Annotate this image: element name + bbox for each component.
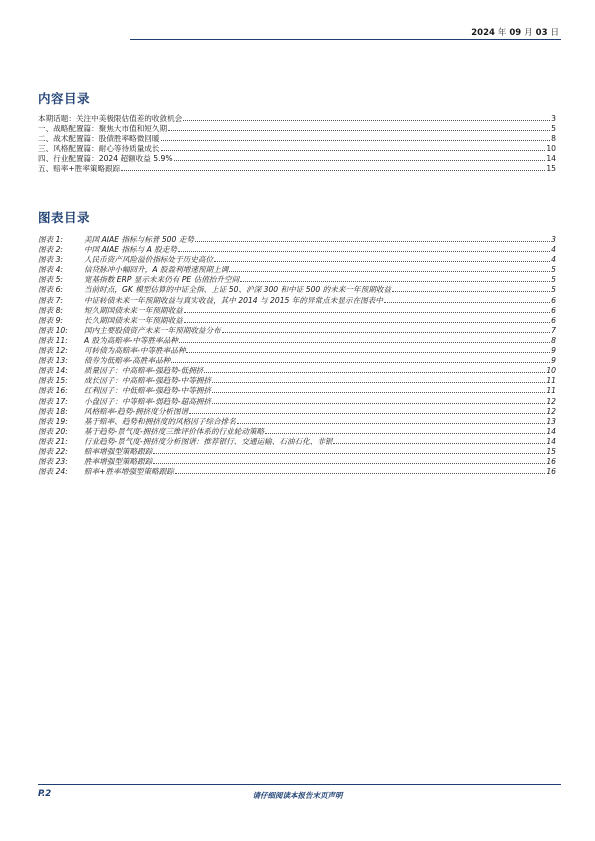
figure-item-text bbox=[38, 457, 152, 467]
leader-dots bbox=[204, 365, 545, 373]
figure-item-number: 图表 1: bbox=[38, 235, 63, 244]
figure-item-number: 图表 16: bbox=[38, 386, 68, 396]
figure-item-text bbox=[38, 386, 211, 396]
figure-item[interactable] bbox=[38, 426, 556, 436]
figure-item-label: 基于趋势-景气度-拥挤度三维评价体系的行业轮动策略 bbox=[84, 426, 265, 436]
figure-item[interactable] bbox=[38, 456, 556, 466]
leader-dots bbox=[237, 416, 545, 424]
figure-item[interactable] bbox=[38, 295, 556, 305]
figure-item[interactable] bbox=[38, 284, 556, 294]
figure-item-page: 9 bbox=[551, 356, 556, 366]
figure-item-label: 短久期国债未来一年预期收益 bbox=[84, 305, 183, 315]
figure-item-text bbox=[38, 467, 174, 477]
figure-item[interactable] bbox=[38, 234, 556, 244]
contents-item[interactable] bbox=[38, 143, 556, 153]
figure-item-number: 图表 2: bbox=[38, 245, 63, 255]
date-year: 2024 bbox=[471, 28, 495, 38]
figure-item[interactable] bbox=[38, 315, 556, 325]
figure-item-page: 14 bbox=[546, 436, 556, 446]
page-number: P.2 bbox=[38, 789, 52, 799]
leader-dots bbox=[186, 345, 550, 353]
figure-item-text bbox=[38, 265, 228, 275]
figure-item-page: 14 bbox=[546, 426, 556, 436]
figure-item[interactable] bbox=[38, 254, 556, 264]
figure-item-text bbox=[38, 366, 203, 376]
header-divider bbox=[130, 39, 561, 40]
figure-item-page: 5 bbox=[551, 285, 556, 295]
figure-item-number: 图表 22: bbox=[38, 446, 68, 456]
contents-item-label: 二、战术配置篇：股债胜率略微回暖 bbox=[38, 134, 160, 144]
leader-dots bbox=[229, 264, 550, 272]
figure-item[interactable] bbox=[38, 244, 556, 254]
figure-item-number: 图表 17: bbox=[38, 396, 68, 406]
figure-item-number: 图表 4: bbox=[38, 265, 63, 275]
figure-item[interactable] bbox=[38, 345, 556, 355]
figure-item-number: 图表 7: bbox=[38, 295, 63, 305]
figure-item[interactable] bbox=[38, 355, 556, 365]
contents-item-label: 本期话题：关注中美极限估值差的收敛机会 bbox=[38, 114, 183, 123]
leader-dots bbox=[178, 244, 550, 252]
figure-item-label: 人民币资产风险溢价指标处于历史高位 bbox=[84, 255, 214, 265]
figure-item-number: 图表 5: bbox=[38, 275, 63, 285]
figure-item-text bbox=[38, 407, 188, 417]
figure-item-number: 图表 3: bbox=[38, 255, 63, 265]
figure-item-page: 5 bbox=[551, 275, 556, 285]
leader-dots bbox=[184, 305, 550, 313]
figure-item-label: 长久期国债未来一年预期收益 bbox=[84, 315, 183, 325]
contents-title: 内容目录 bbox=[38, 91, 91, 106]
leader-dots bbox=[333, 436, 545, 444]
figure-item-text bbox=[38, 235, 194, 245]
figure-item-page: 8 bbox=[551, 335, 556, 345]
figure-item-label: 行业趋势-景气度-拥挤度分析图谱：推荐银行、交通运输、石油石化、非银 bbox=[84, 436, 333, 446]
date-month-unit: 月 bbox=[524, 28, 533, 38]
leader-dots bbox=[161, 143, 546, 151]
contents-item[interactable] bbox=[38, 123, 556, 133]
contents-item-label: 三、风格配置篇：耐心等待质量成长 bbox=[38, 144, 160, 154]
figure-item-number: 图表 24: bbox=[38, 467, 68, 477]
figure-item-page: 11 bbox=[546, 376, 556, 386]
leader-dots bbox=[171, 355, 550, 363]
figure-item-number: 图表 20: bbox=[38, 426, 68, 436]
contents-item-page: 14 bbox=[546, 154, 556, 164]
date-month: 09 bbox=[509, 28, 522, 38]
contents-item-page: 8 bbox=[551, 134, 556, 144]
figure-item-text bbox=[38, 417, 236, 427]
figure-item-number: 图表 21: bbox=[38, 436, 68, 446]
figure-item-page: 4 bbox=[551, 245, 556, 255]
report-date bbox=[471, 26, 559, 38]
figure-item-number: 图表 6: bbox=[38, 285, 63, 295]
date-day-unit: 日 bbox=[550, 28, 559, 38]
figure-item-label: 债券为低赔率-高胜率品种 bbox=[84, 356, 171, 366]
figure-item[interactable] bbox=[38, 446, 556, 456]
leader-dots bbox=[384, 295, 550, 303]
leader-dots bbox=[168, 123, 550, 131]
leader-dots bbox=[214, 254, 550, 262]
figure-item-page: 10 bbox=[546, 366, 556, 376]
leader-dots bbox=[265, 426, 545, 434]
figure-item-label: 赔率+胜率增强型策略跟踪 bbox=[84, 467, 174, 477]
contents-item-label: 四、行业配置篇：2024 超额收益 5.9% bbox=[38, 154, 173, 164]
figure-item[interactable] bbox=[38, 264, 556, 274]
figure-item-number: 图表 10: bbox=[38, 325, 68, 335]
contents-item[interactable] bbox=[38, 163, 556, 173]
figure-item-number: 图表 23: bbox=[38, 457, 68, 467]
figure-item[interactable] bbox=[38, 365, 556, 375]
figure-item-text bbox=[38, 316, 183, 326]
figure-item-page: 6 bbox=[551, 295, 556, 305]
figure-item-text bbox=[38, 447, 152, 457]
leader-dots bbox=[184, 315, 550, 323]
figure-item-page: 16 bbox=[546, 467, 556, 477]
figure-item-text bbox=[38, 346, 185, 356]
leader-dots bbox=[153, 456, 545, 464]
figure-item-label: 红利因子：中低赔率-强趋势-中等拥挤 bbox=[84, 386, 211, 396]
figure-item[interactable] bbox=[38, 396, 556, 406]
contents-list bbox=[38, 113, 556, 174]
figure-item[interactable] bbox=[38, 416, 556, 426]
figure-item-page: 5 bbox=[551, 265, 556, 275]
figure-item-label: 质量因子：中高赔率-强趋势-低拥挤 bbox=[84, 366, 204, 376]
date-year-unit: 年 bbox=[497, 28, 507, 38]
leader-dots bbox=[212, 385, 545, 393]
leader-dots bbox=[222, 325, 550, 333]
figure-item-page: 6 bbox=[551, 315, 556, 325]
figure-item[interactable] bbox=[38, 325, 556, 335]
figure-item-label: 中证转债未来一年预期收益与真实收益，其中 2014 与 2015 年的异常点未显示在图表中 bbox=[84, 295, 383, 305]
figure-item-label: 赔率增强型策略跟踪 bbox=[84, 446, 153, 456]
leader-dots bbox=[212, 375, 545, 383]
figure-item[interactable] bbox=[38, 466, 556, 476]
figure-item-page: 6 bbox=[551, 305, 556, 315]
figure-item[interactable] bbox=[38, 436, 556, 446]
leader-dots bbox=[175, 466, 545, 474]
footer-disclaimer: 请仔细阅读本报告末页声明 bbox=[252, 791, 343, 800]
figures-list bbox=[38, 234, 556, 476]
figure-item-page: 12 bbox=[546, 406, 556, 416]
leader-dots bbox=[392, 284, 550, 292]
figure-item-label: 可转债为高赔率-中等胜率品种 bbox=[84, 346, 186, 356]
figure-item-page: 3 bbox=[551, 235, 556, 244]
contents-item-label: 一、战略配置篇：聚焦大市值和短久期 bbox=[38, 124, 168, 134]
figure-item-page: 9 bbox=[551, 346, 556, 356]
contents-item-page: 3 bbox=[551, 114, 556, 123]
figure-item-label: 国内主要股债资产未来一年预期收益分布 bbox=[84, 325, 221, 335]
figure-item-page: 4 bbox=[551, 255, 556, 265]
contents-item-page: 5 bbox=[551, 124, 556, 134]
figure-item-text bbox=[38, 275, 239, 285]
contents-item-label: 五、赔率+胜率策略跟踪 bbox=[38, 164, 121, 174]
figure-item-number: 图表 19: bbox=[38, 416, 68, 426]
figure-item-text bbox=[38, 397, 211, 407]
figure-item-number: 图表 12: bbox=[38, 346, 68, 356]
leader-dots bbox=[179, 335, 550, 343]
footer-divider bbox=[38, 784, 561, 785]
figure-item-label: 当前时点，GK 模型估算的中证全指、上证 50、沪深 300 和中证 500 的未来一年预期收益 bbox=[84, 285, 391, 295]
figure-item-text bbox=[38, 306, 183, 316]
leader-dots bbox=[189, 406, 545, 414]
figures-title: 图表目录 bbox=[38, 210, 91, 225]
figure-item-label: 宽基指数 ERP 显示未来仍有 PE 估值抬升空间 bbox=[84, 275, 240, 285]
figure-item[interactable] bbox=[38, 385, 556, 395]
figure-item-label: 美国 AIAE 指标与标普 500 走势 bbox=[84, 235, 194, 244]
figure-item-number: 图表 14: bbox=[38, 366, 68, 376]
contents-item-page: 10 bbox=[546, 144, 556, 154]
leader-dots bbox=[195, 234, 550, 242]
leader-dots bbox=[183, 113, 550, 121]
figure-item-page: 11 bbox=[546, 386, 556, 396]
figure-item-page: 15 bbox=[546, 446, 556, 456]
leader-dots bbox=[212, 396, 545, 404]
figure-item-label: A 股为高赔率-中等胜率品种 bbox=[84, 335, 178, 345]
figure-item[interactable] bbox=[38, 335, 556, 345]
figure-item[interactable] bbox=[38, 305, 556, 315]
leader-dots bbox=[121, 163, 545, 171]
figure-item-text bbox=[38, 255, 213, 265]
date-day: 03 bbox=[535, 28, 548, 38]
figure-item-label: 信贷脉冲小幅回升，A 股盈利增速预期上调 bbox=[84, 265, 229, 275]
figure-item-number: 图表 13: bbox=[38, 356, 68, 366]
figure-item-text bbox=[38, 427, 264, 437]
figure-item-text bbox=[38, 285, 391, 295]
figure-item-label: 基于赔率、趋势和拥挤度的风格因子综合排名 bbox=[84, 416, 236, 426]
figure-item-label: 中国 AIAE 指标与 A 股走势 bbox=[84, 245, 178, 255]
figure-item-label: 风格赔率-趋势-拥挤度分析图谱 bbox=[84, 406, 189, 416]
leader-dots bbox=[161, 133, 551, 141]
contents-item[interactable] bbox=[38, 113, 556, 123]
figure-item-page: 13 bbox=[546, 416, 556, 426]
figure-item-number: 图表 8: bbox=[38, 305, 63, 315]
figure-item-text bbox=[38, 356, 170, 366]
figure-item-label: 成长因子：中高赔率-强趋势-中等拥挤 bbox=[84, 376, 211, 386]
figure-item-label: 小盘因子：中等赔率-弱趋势-超高拥挤 bbox=[84, 396, 211, 406]
contents-item-page: 15 bbox=[546, 164, 556, 174]
figure-item-label: 胜率增强型策略跟踪 bbox=[84, 457, 153, 467]
figure-item-number: 图表 15: bbox=[38, 376, 68, 386]
figure-item-page: 7 bbox=[551, 325, 556, 335]
figure-item-number: 图表 11: bbox=[38, 335, 68, 345]
figure-item-page: 16 bbox=[546, 457, 556, 467]
figure-item-page: 12 bbox=[546, 396, 556, 406]
leader-dots bbox=[153, 446, 545, 454]
figure-item-number: 图表 18: bbox=[38, 406, 68, 416]
figure-item-text bbox=[38, 336, 178, 346]
leader-dots bbox=[240, 274, 550, 282]
contents-item[interactable] bbox=[38, 133, 556, 143]
figure-item-text bbox=[38, 376, 211, 386]
figure-item[interactable] bbox=[38, 375, 556, 385]
figure-item[interactable] bbox=[38, 406, 556, 416]
contents-item[interactable] bbox=[38, 153, 556, 163]
figure-item[interactable] bbox=[38, 274, 556, 284]
figure-item-number: 图表 9: bbox=[38, 315, 63, 325]
leader-dots bbox=[174, 153, 546, 161]
figure-item-text bbox=[38, 245, 177, 255]
